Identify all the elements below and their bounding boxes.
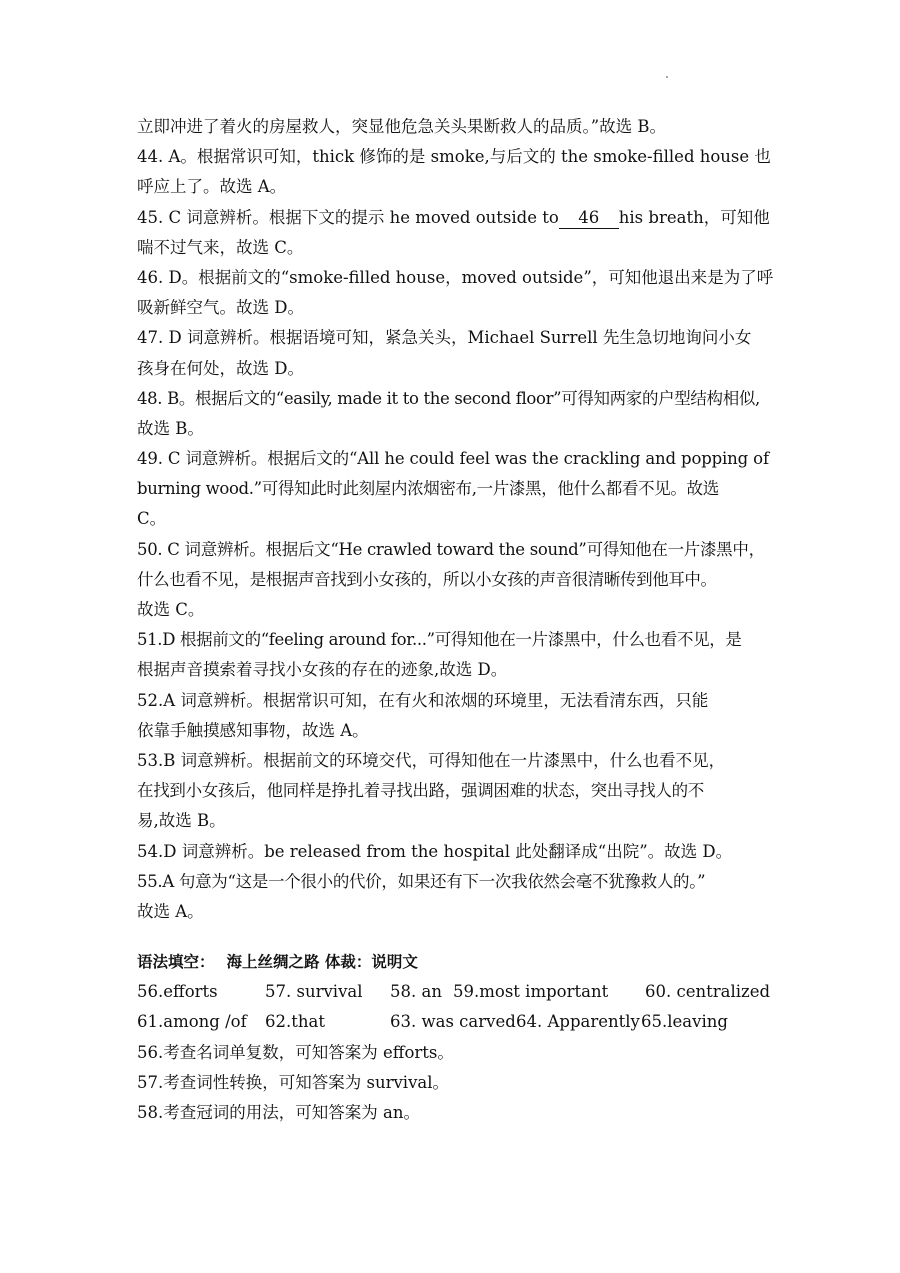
section-gap bbox=[137, 927, 777, 947]
answer-item: 58. an bbox=[390, 982, 442, 1002]
text-line: 55.A 句意为“这是一个很小的代价，如果还有下一次我依然会毫不犹豫救人的。” bbox=[137, 871, 706, 891]
text-line: 47. D 词意辨析。根据语境可知，紧急关头，Michael Surrell 先生急切地询问小女 bbox=[137, 328, 752, 348]
answer-explanations bbox=[137, 112, 777, 1128]
text-line: 46. D。根据前文的“smoke-filled house，moved outside”，可知他退出来是为了呼 bbox=[137, 267, 774, 287]
text-line: 吸新鲜空气。故选 D。 bbox=[137, 298, 304, 318]
text-line: 51.D 根据前文的“feeling around for...”可得知他在一片漆黑中，什么也看不见，是 bbox=[137, 630, 742, 650]
q45-line bbox=[137, 203, 777, 233]
answer-item: 63. was carved bbox=[390, 1012, 516, 1032]
text-line: 根据声音摸索着寻找小女孩的存在的迹象,故选 D。 bbox=[137, 660, 508, 680]
text-line: C。 bbox=[137, 509, 167, 529]
scan-mark bbox=[666, 76, 668, 78]
text-line: 故选 A。 bbox=[137, 901, 204, 921]
text-line: 54.D 词意辨析。be released from the hospital 此处翻译成“出院”。故选 D。 bbox=[137, 841, 733, 861]
text-line: 什么也看不见，是根据声音找到小女孩的，所以小女孩的声音很清晰传到他耳中。 bbox=[137, 569, 717, 589]
answer-item: 65.leaving bbox=[641, 1012, 728, 1032]
answer-item: 60. centralized bbox=[645, 982, 771, 1002]
text-line: 孩身在何处，故选 D。 bbox=[137, 358, 304, 378]
text-line: burning wood.”可得知此时此刻屋内浓烟密布,一片漆黑，他什么都看不见。故选 bbox=[137, 479, 719, 499]
answer-row bbox=[137, 977, 777, 1007]
answer-item: 57. survival bbox=[265, 982, 363, 1002]
text-line: 57.考查词性转换，可知答案为 survival。 bbox=[137, 1072, 450, 1092]
section-label: 语法填空： bbox=[137, 953, 215, 972]
text-line: 易,故选 B。 bbox=[137, 811, 226, 831]
text-line: 故选 B。 bbox=[137, 418, 204, 438]
text-line: 53.B 词意辨析。根据前文的环境交代，可得知他在一片漆黑中，什么也看不见， bbox=[137, 750, 726, 770]
text-line: 立即冲进了着火的房屋救人，突显他危急关头果断救人的品质。”故选 B。 bbox=[137, 117, 667, 136]
q45-blank: 46 bbox=[559, 208, 619, 229]
text-line: 49. C 词意辨析。根据后文的“All he could feel was the crackling and popping of bbox=[137, 449, 769, 469]
section-heading bbox=[137, 947, 777, 977]
text-line: 52.A 词意辨析。根据常识可知，在有火和浓烟的环境里，无法看清东西，只能 bbox=[137, 690, 709, 710]
section-title: 海上丝绸之路 体裁：说明文 bbox=[226, 953, 418, 972]
answer-item: 61.among /of bbox=[137, 1012, 247, 1032]
text-line: 喘不过气来，故选 C。 bbox=[137, 237, 304, 257]
answer-item: 56.efforts bbox=[137, 982, 218, 1002]
text-line: 58.考查冠词的用法，可知答案为 an。 bbox=[137, 1103, 420, 1122]
text-line: 44. A。根据常识可知，thick 修饰的是 smoke,与后文的 the smoke-filled house 也 bbox=[137, 147, 771, 167]
text-line: 48. B。根据后文的“easily, made it to the second floor”可得知两家的户型结构相似, bbox=[137, 388, 760, 408]
text-line: 56.考查名词单复数，可知答案为 efforts。 bbox=[137, 1042, 454, 1062]
answer-item: 59.most important bbox=[453, 982, 609, 1002]
text-line: 在找到小女孩后，他同样是挣扎着寻找出路，强调困难的状态，突出寻找人的不 bbox=[137, 781, 705, 801]
answer-row bbox=[137, 1007, 777, 1037]
text-line: 依靠手触摸感知事物，故选 A。 bbox=[137, 720, 369, 740]
answer-item: 62.that bbox=[265, 1012, 325, 1032]
text-line: 50. C 词意辨析。根据后文“He crawled toward the sound”可得知他在一片漆黑中， bbox=[137, 539, 765, 559]
q45-before: 45. C 词意辨析。根据下文的提示 he moved outside to bbox=[137, 207, 559, 227]
text-line: 呼应上了。故选 A。 bbox=[137, 177, 287, 197]
text-line: 故选 C。 bbox=[137, 600, 205, 619]
q45-after: his breath，可知他 bbox=[618, 207, 770, 227]
answer-item: 64. Apparently bbox=[516, 1012, 640, 1032]
